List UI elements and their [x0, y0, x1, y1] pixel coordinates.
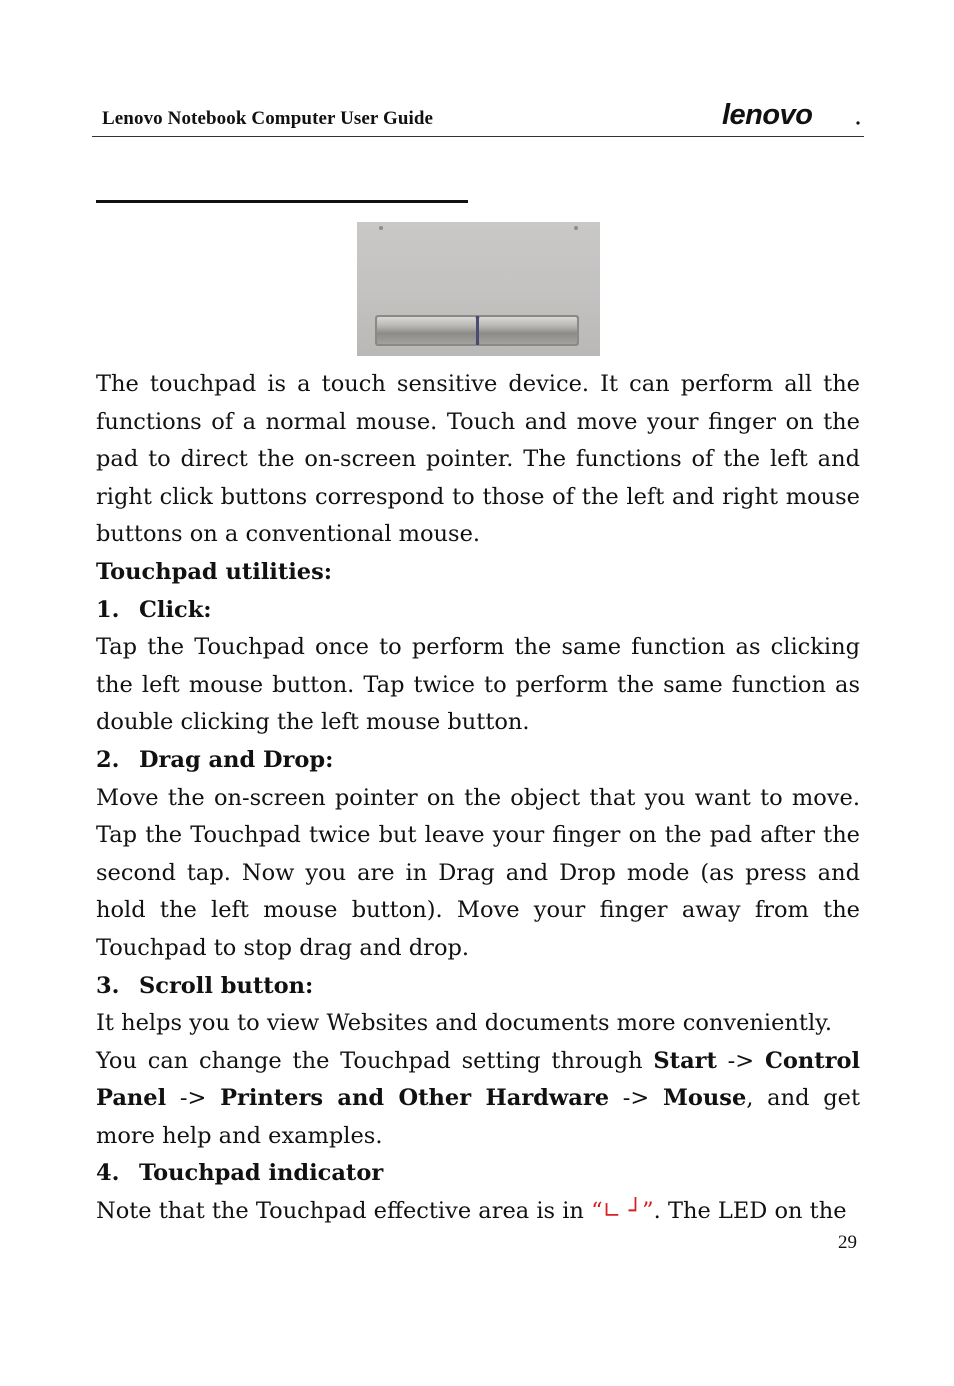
lenovo-logo	[720, 100, 862, 130]
settings-paragraph: You can change the Touchpad setting through Start -> Control Panel -> Printers and Other Hardware -> Mouse, and get more help and examples.	[96, 1047, 861, 1149]
printers-hardware-ref: Printers and Other Hardware	[220, 1085, 610, 1112]
left-click-button-image	[377, 317, 476, 344]
page-header	[92, 100, 864, 137]
logo-wordmark: lenovo	[722, 100, 813, 130]
note-paragraph: Note that the Touchpad effective area is in “∟ ┘”. The LED on the	[96, 1198, 847, 1225]
section-rule	[96, 200, 468, 203]
page-number: 29	[838, 1232, 857, 1253]
touchpad-button-bar	[375, 315, 579, 346]
intro-paragraph: The touchpad is a touch sensitive device. It can perform all the functions of a normal mouse. Touch and move your finger on the pad to direct the on-screen pointer. The functions of the left and right click buttons correspond to those of the left and right mouse buttons on a conventional mouse.	[96, 371, 860, 548]
list-heading-click: 1. Click:	[96, 596, 212, 623]
touchpad-buttons-photo	[357, 222, 600, 356]
list-heading-drag-drop: 2. Drag and Drop:	[96, 746, 334, 773]
utilities-heading: Touchpad utilities:	[96, 558, 333, 585]
click-paragraph: Tap the Touchpad once to perform the same function as clicking the left mouse button. Tap twice to perform the same function as double clicking the left mouse button.	[96, 634, 860, 736]
start-menu-ref: Start	[653, 1047, 717, 1074]
control-panel-ref: Control Panel	[96, 1047, 861, 1112]
right-click-button-image	[479, 317, 577, 344]
list-heading-scroll: 3. Scroll button:	[96, 972, 314, 999]
header-title: Lenovo Notebook Computer User Guide	[102, 108, 434, 129]
scroll-paragraph: It helps you to view Websites and documents more conveniently.	[96, 1010, 833, 1037]
list-heading-indicator: 4. Touchpad indicator	[96, 1160, 384, 1187]
effective-area-marker: “∟ ┘”	[591, 1198, 654, 1225]
mouse-ref: Mouse	[663, 1085, 747, 1112]
drag-drop-paragraph: Move the on-screen pointer on the object that you want to move. Tap the Touchpad twice but leave your finger on the pad after the second tap. Now you are in Drag and Drop mode (as press and hold the left mouse button). Move your finger away from the Touchpad to stop drag and drop.	[96, 784, 860, 961]
body-text	[96, 366, 860, 1231]
